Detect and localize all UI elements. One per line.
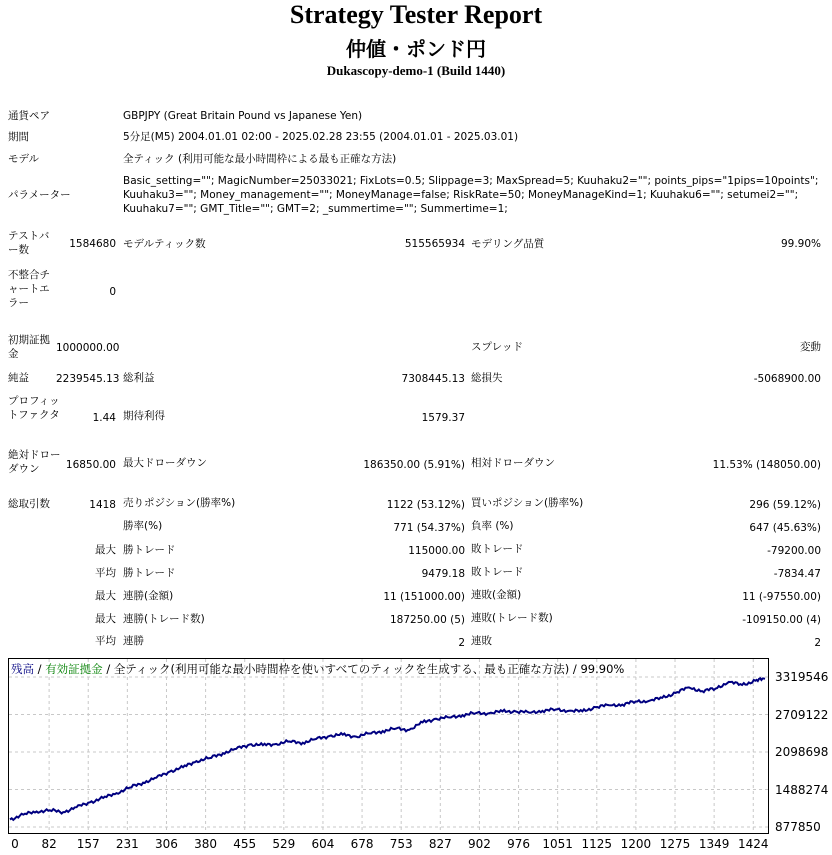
deposit-label: 初期証拠金 (8, 334, 50, 360)
x-tick-label: 231 (115, 837, 139, 851)
y-tick-label: 3319546 (775, 670, 829, 684)
mismatch-label: 不整合チャートエラー (8, 269, 50, 309)
bars-value: 1584680 (69, 238, 116, 250)
model-value: 全ティック (利用可能な最小時間枠による最も正確な方法) (123, 153, 397, 165)
legend-sep-1: / (34, 662, 46, 676)
avgwin-value: 9479.18 (421, 568, 465, 580)
avgconsl-label: 連敗 (471, 635, 492, 647)
consloss-value: -109150.00 (4) (742, 614, 821, 626)
absdd-value: 16850.00 (65, 459, 116, 471)
loss-value: 647 (45.63%) (749, 522, 821, 534)
symbol-label: 通貨ペア (8, 110, 50, 122)
bars-label: テストバー数 (8, 230, 50, 256)
y-tick-label: 877850 (775, 820, 821, 834)
spread-label: スプレッド (471, 341, 523, 353)
consl-label: 連敗(金額) (471, 589, 522, 601)
y-tick-label: 2098698 (775, 745, 829, 759)
quality-label: モデリング品質 (471, 238, 545, 250)
x-tick-label: 604 (311, 837, 335, 851)
consl-value: 11 (-97550.00) (742, 591, 821, 603)
max-prefix-2: 最大 (95, 590, 116, 602)
x-tick-label: 0 (11, 837, 19, 851)
grossloss-label: 総損失 (471, 372, 503, 384)
server-name: Dukascopy-demo-1 (Build 1440) (326, 63, 506, 78)
avgloss-value: -7834.47 (773, 568, 821, 580)
consw-label: 連勝(金額) (123, 590, 174, 602)
long-value: 296 (59.12%) (749, 499, 821, 511)
balance-line (10, 678, 765, 820)
netprofit-value: 2239545.13 (56, 373, 120, 385)
avgwin-label: 勝トレード (123, 567, 176, 579)
balance-chart-svg (9, 659, 768, 833)
win-label: 勝率(%) (123, 520, 163, 532)
max-prefix-3: 最大 (95, 613, 116, 625)
consprofit-value: 187250.00 (5) (390, 614, 465, 626)
avgloss-label: 敗トレード (471, 566, 524, 578)
legend-equity: 有効証拠金 (45, 662, 103, 676)
maxdd-label: 最大ドローダウン (123, 457, 207, 469)
max-prefix: 最大 (95, 544, 116, 556)
consloss-label: 連敗(トレード数) (471, 612, 553, 624)
avg-prefix-2: 平均 (95, 635, 116, 647)
x-tick-label: 1275 (659, 837, 691, 851)
x-tick-label: 1125 (581, 837, 613, 851)
x-tick-label: 82 (41, 837, 57, 851)
x-tick-label: 827 (428, 837, 452, 851)
maxloss-label: 敗トレード (471, 543, 524, 555)
x-tick-label: 380 (194, 837, 218, 851)
report-subtitle: 仲値・ポンド円 (346, 39, 486, 61)
x-tick-label: 678 (350, 837, 374, 851)
quality-value: 99.90% (780, 238, 821, 250)
ticks-label: モデルティック数 (123, 238, 206, 250)
trades-label: 総取引数 (8, 498, 50, 510)
balance-chart (8, 658, 769, 834)
maxwin-value: 115000.00 (408, 545, 465, 557)
consprofit-label: 連勝(トレード数) (123, 613, 205, 625)
x-tick-label: 902 (467, 837, 491, 851)
x-tick-label: 306 (155, 837, 178, 851)
x-tick-label: 157 (76, 837, 100, 851)
long-label: 買いポジション(勝率%) (471, 497, 584, 509)
pf-value: 1.44 (92, 412, 116, 424)
short-label: 売りポジション(勝率%) (123, 497, 236, 509)
period-value: 5分足(M5) 2004.01.01 02:00 - 2025.02.28 23:55 (2004.01.01 - 2025.03.01) (123, 131, 519, 143)
x-tick-label: 455 (233, 837, 257, 851)
reldd-value: 11.53% (148050.00) (712, 459, 821, 471)
consw-value: 11 (151000.00) (383, 591, 465, 603)
legend-sep-2: / (102, 662, 114, 676)
legend-model: 全ティック(利用可能な最小時間枠を使いすべてのティックを生成する、最も正確な方法) (113, 662, 570, 676)
grossprofit-value: 7308445.13 (401, 373, 465, 385)
legend-balance: 残高 (11, 662, 34, 676)
pf-label: プロフィットファクタ (8, 395, 60, 421)
reldd-label: 相対ドローダウン (471, 457, 555, 469)
params-value: Basic_setting=""; MagicNumber=25033021; FixLots=0.5; Slippage=3; MaxSpread=5; Kuuhaku2=""; points_pips="1pips=10points"; Kuuhaku3=""; Money_management=""; MoneyManage=false; RiskRate=50; MoneyManageKind=1; Kuuhaku6=""; setumei2=""; Kuuhaku7=""; GMT_Title=""; GMT=2; _summertime=""; Summertime=1; (123, 175, 819, 215)
avgconsw-label: 連勝 (123, 635, 144, 647)
x-tick-label: 1200 (620, 837, 652, 851)
x-tick-label: 753 (389, 837, 413, 851)
model-label: モデル (8, 153, 39, 165)
payoff-value: 1579.37 (421, 412, 465, 424)
maxloss-value: -79200.00 (767, 545, 821, 557)
grossloss-value: -5068900.00 (753, 373, 821, 385)
ticks-value: 515565934 (404, 238, 465, 250)
avgconsl-value: 2 (814, 637, 821, 649)
maxdd-value: 186350.00 (5.91%) (363, 459, 465, 471)
absdd-label: 絶対ドローダウン (8, 449, 61, 475)
params-label: パラメーター (8, 189, 71, 201)
x-tick-label: 976 (507, 837, 530, 851)
win-value: 771 (54.37%) (393, 522, 465, 534)
avgconsw-value: 2 (458, 637, 465, 649)
trades-value: 1418 (89, 499, 116, 511)
x-tick-label: 1424 (737, 837, 769, 851)
maxwin-label: 勝トレード (123, 544, 176, 556)
spread-value: 変動 (800, 341, 821, 353)
mismatch-value: 0 (109, 286, 116, 298)
report-title: Strategy Tester Report (289, 0, 543, 29)
y-tick-label: 2709122 (775, 707, 829, 722)
payoff-label: 期待利得 (123, 410, 165, 422)
avg-prefix: 平均 (95, 567, 116, 579)
netprofit-label: 純益 (8, 372, 29, 384)
x-tick-label: 1051 (542, 837, 573, 851)
symbol-value: GBPJPY (Great Britain Pound vs Japanese Yen) (123, 110, 363, 122)
chart-legend (11, 661, 624, 677)
short-value: 1122 (53.12%) (386, 499, 465, 511)
y-tick-label: 1488274 (775, 782, 829, 797)
deposit-value: 1000000.00 (56, 342, 120, 354)
grossprofit-label: 総利益 (123, 372, 155, 384)
x-tick-label: 1349 (698, 837, 730, 851)
loss-label: 負率 (%) (471, 520, 514, 532)
legend-sep-3: / (569, 662, 581, 676)
x-tick-label: 529 (272, 837, 296, 851)
period-label: 期間 (8, 131, 29, 143)
legend-quality: 99.90% (580, 662, 625, 676)
